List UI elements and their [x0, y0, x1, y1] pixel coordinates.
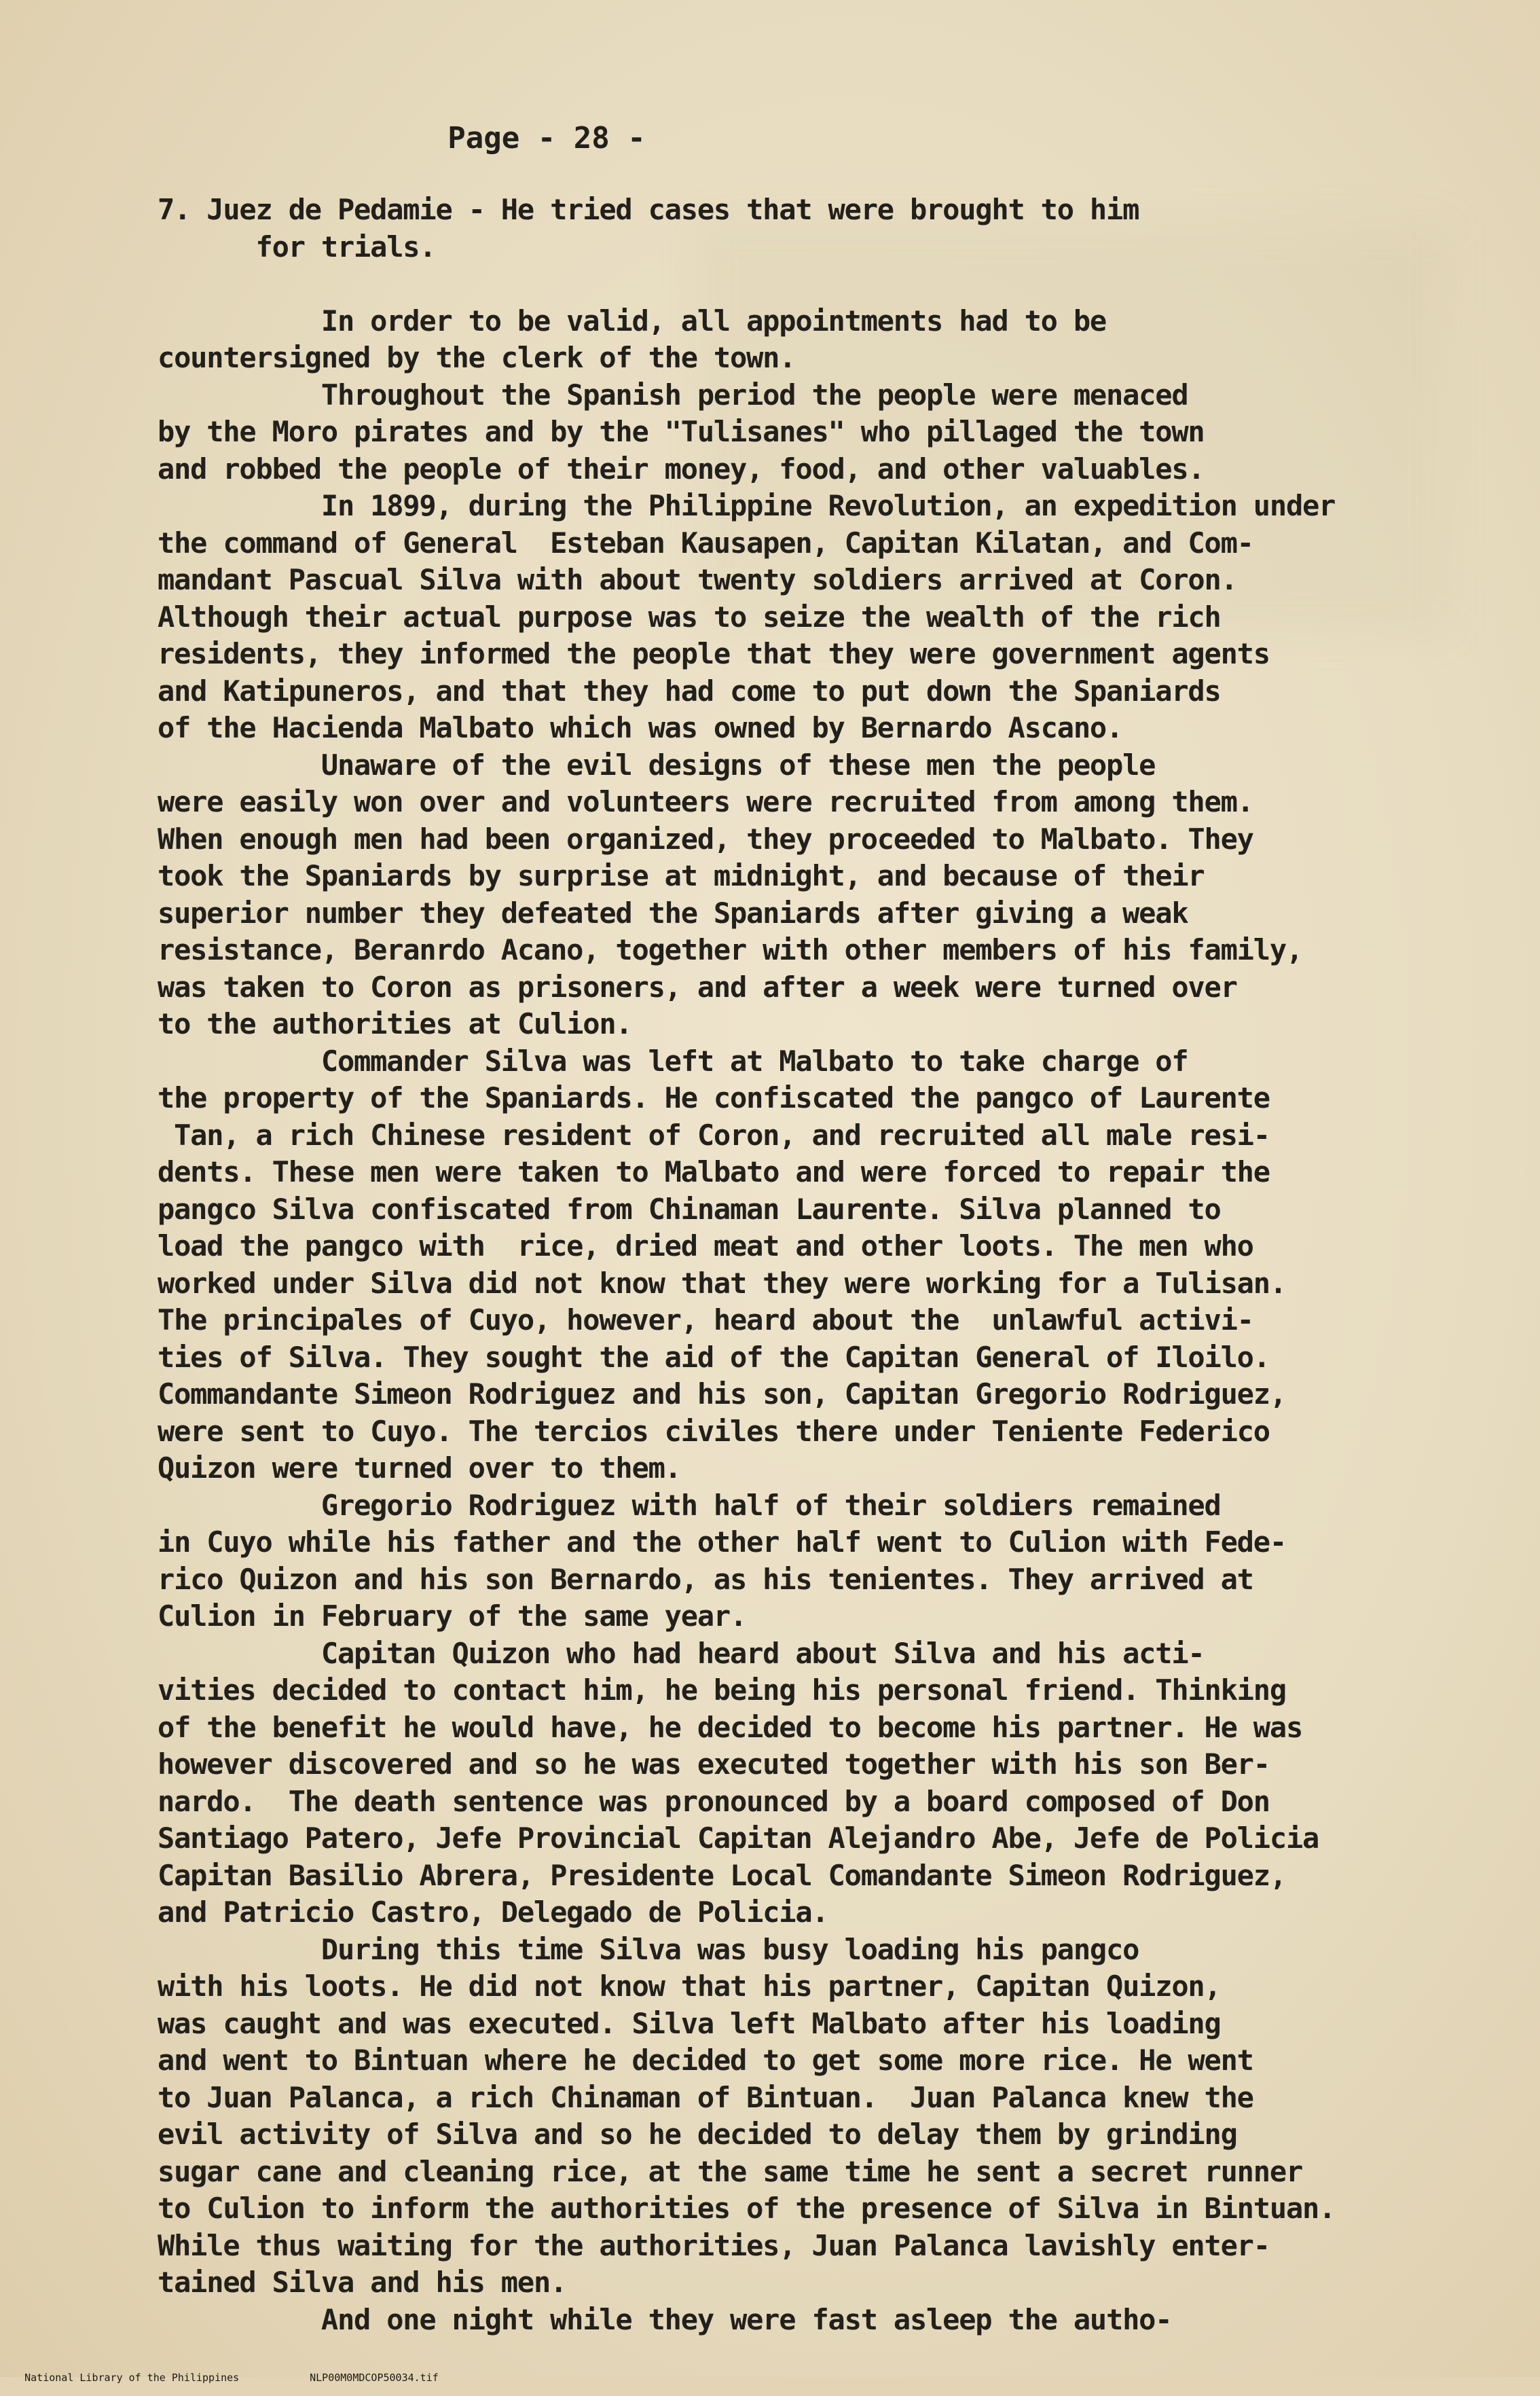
text-line: resistance, Beranrdo Acano, together with other members of his family, [158, 933, 1303, 966]
text-line: Unaware of the evil designs of these men the people [158, 748, 1156, 782]
text-line: to Juan Palanca, a rich Chinaman of Bintuan. Juan Palanca knew the [158, 2080, 1253, 2114]
text-line: 7. Juez de Pedamie - He tried cases that were brought to him [158, 193, 1139, 226]
text-line: with his loots. He did not know that his partner, Capitan Quizon, [158, 1970, 1221, 2003]
text-line: Tan, a rich Chinese resident of Coron, and recruited all male resi- [158, 1118, 1270, 1152]
text-line: vities decided to contact him, he being his personal friend. Thinking [158, 1673, 1286, 1707]
text-line: sugar cane and cleaning rice, at the same time he sent a secret runner [158, 2154, 1303, 2188]
text-line: and robbed the people of their money, food, and other valuables. [158, 452, 1205, 486]
text-line: worked under Silva did not know that they were working for a Tulisan. [158, 1266, 1286, 1300]
text-line: dents. These men were taken to Malbato and were forced to repair the [158, 1155, 1270, 1188]
text-line: superior number they defeated the Spaniards after giving a weak [158, 896, 1188, 930]
text-line: Although their actual purpose was to seize the wealth of the rich [158, 600, 1221, 634]
text-line: were sent to Cuyo. The tercios civiles there under Teniente Federico [158, 1414, 1270, 1448]
text-line: took the Spaniards by surprise at midnight, and because of their [158, 859, 1205, 892]
text-line: however discovered and so he was executed together with his son Ber- [158, 1747, 1270, 1781]
text-line: And one night while they were fast asleep the autho- [158, 2302, 1172, 2336]
text-line: and Patricio Castro, Delegado de Policia. [158, 1895, 828, 1929]
text-line: of the Hacienda Malbato which was owned by Bernardo Ascano. [158, 711, 1123, 744]
text-line: In 1899, during the Philippine Revolution, an expedition under [158, 489, 1336, 522]
text-line: While thus waiting for the authorities, Juan Palanca lavishly enter- [158, 2228, 1270, 2262]
text-line: was caught and was executed. Silva left Malbato after his loading [158, 2006, 1221, 2040]
text-line: the command of General Esteban Kausapen, Capitan Kilatan, and Com- [158, 526, 1253, 560]
typewritten-body [158, 192, 1516, 2338]
text-line: of the benefit he would have, he decided to become his partner. He was [158, 1710, 1303, 1744]
text-line: evil activity of Silva and so he decided to delay them by grinding [158, 2118, 1237, 2151]
text-line: ties of Silva. They sought the aid of the Capitan General of Iloilo. [158, 1340, 1270, 1374]
text-line: tained Silva and his men. [158, 2266, 567, 2299]
text-line: and Katipuneros, and that they had come to put down the Spaniards [158, 674, 1221, 708]
text-line: nardo. The death sentence was pronounced by a board composed of Don [158, 1784, 1270, 1818]
text-line: Santiago Patero, Jefe Provincial Capitan Alejandro Abe, Jefe de Policia [158, 1821, 1319, 1855]
text-line: During this time Silva was busy loading his pangco [158, 1932, 1139, 1966]
blank-line [158, 266, 1516, 303]
scan-footer [0, 2359, 815, 2384]
text-line: rico Quizon and his son Bernardo, as his tenientes. They arrived at [158, 1562, 1253, 1596]
text-line: countersigned by the clerk of the town. [158, 341, 796, 374]
text-line: to Culion to inform the authorities of the presence of Silva in Bintuan. [158, 2192, 1336, 2225]
text-line: Gregorio Rodriguez with half of their soldiers remained [158, 1488, 1221, 1522]
text-line: load the pangco with rice, dried meat and other loots. The men who [158, 1229, 1253, 1263]
footer-library-name: National Library of the Philippines [24, 2372, 240, 2384]
text-line: mandant Pascual Silva with about twenty soldiers arrived at Coron. [158, 563, 1237, 596]
text-line: in Cuyo while his father and the other half went to Culion with Fede- [158, 1525, 1286, 1559]
text-line: for trials. [158, 230, 436, 264]
text-line: Capitan Quizon who had heard about Silva and his acti- [158, 1636, 1205, 1670]
text-line: residents, they informed the people that they were government agents [158, 637, 1270, 670]
text-line: Commandante Simeon Rodriguez and his son, Capitan Gregorio Rodriguez, [158, 1377, 1286, 1411]
text-line: The principales of Cuyo, however, heard about the unlawful activi- [158, 1303, 1253, 1337]
text-line: were easily won over and volunteers were recruited from among them. [158, 785, 1253, 818]
text-line: and went to Bintuan where he decided to get some more rice. He went [158, 2044, 1253, 2077]
text-line: When enough men had been organized, they proceeded to Malbato. They [158, 822, 1253, 856]
page-number-header: Page - 28 - [447, 121, 646, 156]
text-line: to the authorities at Culion. [158, 1007, 632, 1040]
text-line: Capitan Basilio Abrera, Presidente Local Comandante Simeon Rodriguez, [158, 1858, 1286, 1892]
text-line: was taken to Coron as prisoners, and after a week were turned over [158, 970, 1237, 1004]
text-line: pangco Silva confiscated from Chinaman Laurente. Silva planned to [158, 1192, 1221, 1226]
text-line: Throughout the Spanish period the people were menaced [158, 378, 1188, 412]
text-line: Quizon were turned over to them. [158, 1451, 681, 1485]
text-line: by the Moro pirates and by the "Tulisanes" who pillaged the town [158, 415, 1205, 448]
footer-file-id: NLP00M0MDCOP50034.tif [310, 2372, 439, 2384]
text-line: Commander Silva was left at Malbato to take charge of [158, 1044, 1188, 1078]
text-line: In order to be valid, all appointments had to be [158, 304, 1106, 338]
text-line: the property of the Spaniards. He confiscated the pangco of Laurente [158, 1081, 1270, 1114]
text-line: Culion in February of the same year. [158, 1599, 747, 1633]
